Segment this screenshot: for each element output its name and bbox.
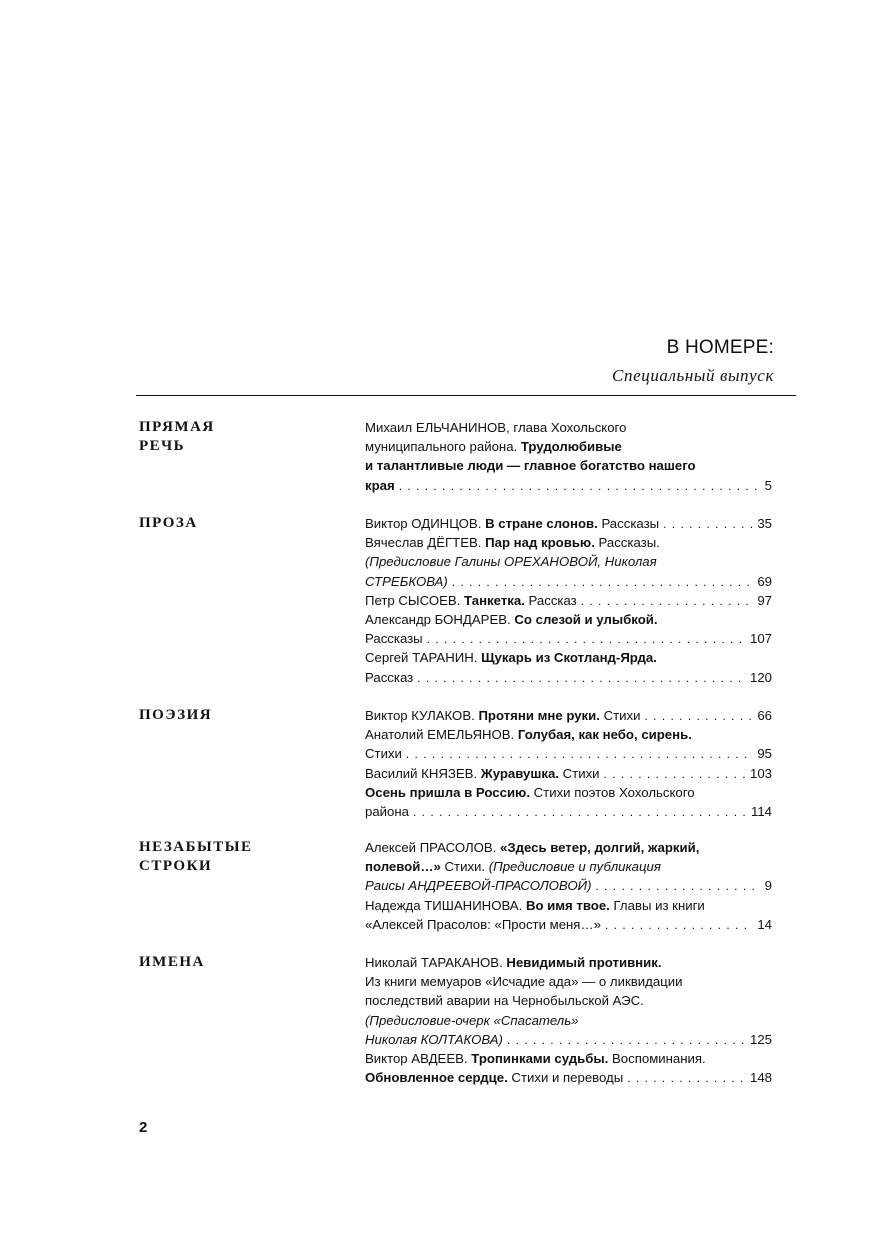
entry-genre: Стихи поэтов Хохольского (529, 784, 695, 800)
toc-entry-line[interactable] (365, 706, 772, 725)
entry-author: Надежда ТИШАНИНОВА. (365, 897, 526, 913)
toc-entry-line (365, 896, 772, 915)
entry-genre: Воспоминания. (608, 1050, 706, 1066)
section-entries (365, 418, 772, 495)
dot-leader (406, 745, 753, 763)
toc-entry-line[interactable] (365, 514, 772, 533)
entry-genre: Рассказы (597, 516, 660, 531)
entry-page-number: 5 (764, 477, 772, 493)
dot-leader (605, 916, 753, 934)
entry-author: Александр БОНДАРЕВ. (365, 611, 515, 627)
entry-note: (Предисловие-очерк «Спасатель» (365, 1012, 579, 1028)
section-entries (365, 514, 772, 687)
entry-work-title: и талантливые люди — главное богатство нашего (365, 458, 696, 474)
entry-work-title: Журавушка. (480, 765, 559, 781)
entry-genre: Рассказы. (594, 535, 660, 551)
dot-leader (427, 630, 746, 648)
toc-entry-line (365, 838, 772, 857)
toc-entry-line (365, 725, 772, 744)
toc-entry-line[interactable] (365, 591, 772, 610)
entry-note: (Предисловие и публикация (488, 859, 661, 875)
toc-entry-line (365, 437, 772, 456)
entry-page-number: 148 (749, 1070, 772, 1086)
toc-entry-line[interactable] (365, 476, 772, 495)
entry-author: Сергей ТАРАНИН. (365, 650, 482, 666)
toc-entry-line (365, 610, 772, 629)
entry-work-title: Щукарь из Скотланд-Ярда. (481, 650, 657, 666)
entry-note: Раисы АНДРЕЕВОЙ-ПРАСОЛОВОЙ) (365, 878, 592, 894)
toc-entry-line (365, 1011, 772, 1030)
entry-work-title: «Здесь ветер, долгий, жаркий, (499, 840, 700, 855)
entry-author: Петр СЫСОЕВ. (365, 592, 465, 608)
entry-genre: Рассказ (365, 669, 414, 685)
contents-heading: В НОМЕРЕ: (666, 337, 774, 358)
entry-note: (Предисловие Галины ОРЕХАНОВОЙ, Николая (365, 554, 657, 570)
dot-leader (452, 573, 754, 591)
section-title: НЕЗАБЫТЫЕ СТРОКИ (139, 839, 253, 874)
toc-entry-line[interactable] (365, 1030, 772, 1049)
special-issue-subtitle: Специальный выпуск (612, 366, 774, 385)
entry-page-number: 14 (757, 916, 772, 932)
toc-entry-line (365, 533, 772, 552)
toc-entry-line[interactable] (365, 802, 772, 821)
entry-genre: района (365, 803, 409, 819)
entry-page-number: 95 (757, 746, 772, 762)
toc-entry-line (365, 648, 772, 667)
section-title: ПРЯМАЯ РЕЧЬ (139, 419, 215, 454)
header-divider (136, 395, 796, 396)
entry-genre: Стихи (558, 765, 600, 781)
entry-work-title: Пар над кровью. (485, 535, 595, 551)
entry-description: Из книги мемуаров «Исчадие ада» — о ликвидации (365, 974, 683, 990)
entry-text: муниципального района. (365, 439, 521, 455)
entry-page-number: 125 (749, 1031, 772, 1047)
toc-entry-line (365, 857, 772, 876)
toc-entry-line (365, 1049, 772, 1068)
dot-leader (581, 592, 754, 610)
toc-entry-line[interactable] (365, 1068, 772, 1087)
entry-note: СТРЕБКОВА) (365, 573, 448, 589)
entry-note: Николая КОЛТАКОВА) (365, 1031, 503, 1047)
entry-page-number: 103 (749, 765, 772, 781)
entry-page-number: 69 (757, 573, 772, 589)
toc-entry-line[interactable] (365, 744, 772, 763)
dot-leader (604, 765, 746, 783)
dot-leader (417, 669, 746, 687)
entry-genre: Стихи. (440, 859, 489, 875)
entry-book-title: «Алексей Прасолов: «Прости меня…» (365, 916, 601, 932)
entry-work-title: Протяни мне руки. (478, 708, 600, 723)
entry-page-number: 97 (757, 592, 772, 608)
entry-author: Вячеслав ДЁГТЕВ. (365, 535, 486, 551)
entry-genre: Рассказы (365, 631, 423, 647)
entry-work-title: Тропинками судьбы. (471, 1050, 609, 1066)
entry-page-number: 35 (757, 516, 772, 531)
entry-work-title: полевой…» (365, 859, 441, 875)
toc-entry-line (365, 456, 772, 475)
toc-entry-line (365, 972, 772, 991)
toc-entry-line (365, 783, 772, 802)
entry-description: последствий аварии на Чернобыльской АЭС. (365, 993, 644, 1009)
section-entries (365, 953, 772, 1087)
toc-entry-line (365, 991, 772, 1010)
entry-author: Василий КНЯЗЕВ. (365, 765, 481, 781)
entry-work-title: Обновленное сердце. (365, 1070, 508, 1086)
section-entries (365, 838, 772, 934)
entry-work-title: Невидимый противник. (506, 955, 662, 970)
toc-entry-line (365, 552, 772, 571)
dot-leader (627, 1069, 746, 1087)
toc-entry-line[interactable] (365, 876, 772, 895)
dot-leader (399, 477, 761, 495)
entry-author: Алексей ПРАСОЛОВ. (365, 840, 500, 855)
dot-leader (507, 1031, 746, 1049)
entry-page-number: 107 (749, 631, 772, 647)
toc-entry-line[interactable] (365, 572, 772, 591)
toc-entry-line[interactable] (365, 668, 772, 687)
toc-entry-line (365, 953, 772, 972)
section-entries (365, 706, 772, 821)
toc-entry-line[interactable] (365, 764, 772, 783)
entry-genre: Стихи (599, 708, 641, 723)
entry-work-title: края (365, 477, 395, 493)
dot-leader (595, 877, 760, 895)
entry-genre: Стихи и переводы (507, 1070, 624, 1086)
entry-work-title: Во имя твое. (525, 897, 610, 913)
toc-entry-line[interactable] (365, 915, 772, 934)
entry-genre: Главы из книги (609, 897, 705, 913)
dot-leader (663, 515, 753, 533)
section-title: ИМЕНА (139, 954, 205, 970)
entry-genre: Стихи (365, 746, 402, 762)
entry-genre: Рассказ (524, 592, 577, 608)
dot-leader (644, 707, 753, 725)
entry-author: Анатолий ЕМЕЛЬЯНОВ. (365, 727, 518, 743)
entry-author: Виктор ОДИНЦОВ. (365, 516, 486, 531)
entry-author: Виктор КУЛАКОВ. (365, 708, 479, 723)
entry-author: Николай ТАРАКАНОВ. (365, 955, 507, 970)
entry-work-title: В стране слонов. (485, 516, 598, 531)
entry-work-title: Трудолюбивые (520, 439, 622, 455)
toc-entry-line[interactable] (365, 629, 772, 648)
dot-leader (413, 803, 747, 821)
section-title: ПОЭЗИЯ (139, 707, 213, 723)
entry-page-number: 9 (764, 878, 772, 894)
entry-work-title: Голубая, как небо, сирень. (517, 727, 692, 743)
entry-work-title: Танкетка. (464, 592, 525, 608)
section-title: ПРОЗА (139, 515, 198, 531)
entry-page-number: 66 (757, 708, 772, 723)
page-number: 2 (139, 1119, 148, 1136)
entry-page-number: 114 (750, 803, 772, 819)
entry-work-title: Осень пришла в Россию. (365, 784, 530, 800)
entry-author: Виктор АВДЕЕВ. (365, 1050, 472, 1066)
entry-work-title: Со слезой и улыбкой. (514, 611, 658, 627)
entry-text: Михаил ЕЛЬЧАНИНОВ, глава Хохольского (365, 420, 627, 435)
entry-page-number: 120 (749, 669, 772, 685)
toc-entry-line (365, 418, 772, 437)
